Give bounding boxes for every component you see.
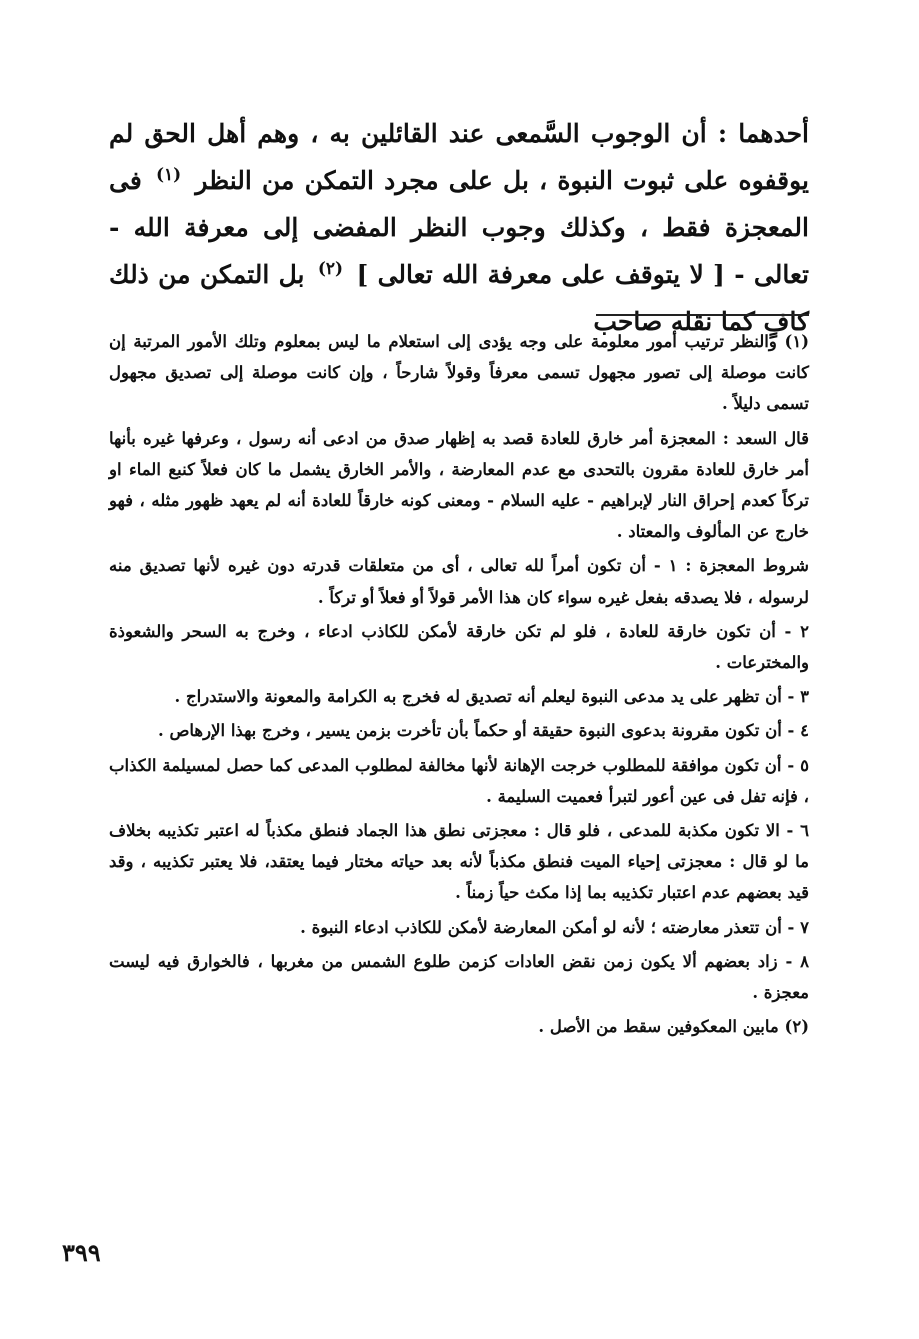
footnote-ref-2: (٢) [317, 258, 344, 279]
condition-4: ٤ - أن تكون مقرونة بدعوى النبوة حقيقة أو حكماً بأن تأخرت بزمن يسير ، وخرج بهذا الإرهاص . [157, 721, 809, 741]
condition-1: ١ - أن تكون أمراً لله تعالى ، أى من متعلقات قدرته دون غيره لأنها تصديق منه لرسوله ، فلا يصدقه بفعل غيره سواء كان هذا الأمر قولاً أو فعلاً أو تركاً . [109, 556, 809, 607]
footnote-2: (٢) مابين المعكوفين سقط من الأصل . [538, 1017, 809, 1037]
main-text-part1: أحدهما : أن الوجوب السَّمعى عند القائلين به ، وهم أهل الحق لم يوقفوه على ثبوت النبوة ، بل على مجرد التمكن من النظر [109, 119, 809, 195]
condition-5: ٥ - أن تكون موافقة للمطلوب خرجت الإهانة لأنها مخالفة لمطلوب المدعى كما حصل لمسيلمة الكذاب ، فإنه تفل فى عين أعور لتبرأ فعميت السليمة . [109, 755, 809, 806]
footnote-conditions [109, 550, 809, 612]
footnote-ref-1: (١) [155, 164, 182, 185]
saad-text: المعجزة أمر خارق للعادة قصد به إظهار صدق من ادعى أنه رسول ، وعرفها غيره بأنها أمر خارق للعادة مقرون بالتحدى مع عدم المعارضة ، والأمر الخارق يشمل ما كان فعلاً كنبع الماء او تركاً كعدم إحراق النار لإبراهيم - عليه السلام - ومعنى كونه خارقاً للعادة أنه لم يعهد ظهور مثله ، فهو خارج عن المألوف والمعتاد . [109, 428, 809, 542]
page-number: ٣٩٩ [62, 1238, 101, 1267]
condition-2: ٢ - أن تكون خارقة للعادة ، فلو لم تكن خارقة لأمكن للكاذب ادعاء ، وخرج به السحر والشعوذة والمخترعات . [109, 621, 809, 673]
main-text [109, 110, 809, 345]
footnote-1-intro: (١) والنظر ترتيب أمور معلومة على وجه يؤدى إلى استعلام ما ليس بمعلوم وتلك الأمور المرتبة إن كانت موصلة إلى تصور مجهول تسمى معرفاً وقولاً شارحاً ، وإن كانت موصلة إلى تصديق مجهول تسمى دليلاً . [109, 332, 809, 414]
condition-3: ٣ - أن تظهر على يد مدعى النبوة ليعلم أنه تصديق له فخرج به الكرامة والمعونة والاستدراج . [174, 687, 809, 707]
condition-7: ٧ - أن تتعذر معارضته ؛ لأنه لو أمكن المعارضة لأمكن للكاذب ادعاء النبوة . [300, 917, 809, 937]
footnote-saad [109, 423, 809, 548]
footnote-separator [596, 314, 809, 316]
main-paragraph [109, 110, 809, 345]
main-text-part3: بل التمكن من ذلك كافٍ كما نقله صاحب [109, 260, 809, 336]
condition-6: ٦ - الا تكون مكذبة للمدعى ، فلو قال : معجزتى نطق هذا الجماد فنطق مكذباً له اعتبر تكذيبه بخلاف ما لو قال : معجزتى إحياء الميت فنطق مكذباً لأنه بعد حياته مختار فيما يعتقد، فلا يعتبر تكذيبه ، وقد قيد بعضهم عدم اعتبار تكذيبه بما إذا مكث حياً زمناً . [109, 821, 809, 903]
condition-8: ٨ - زاد بعضهم ألا يكون زمن نقض العادات كزمن طلوع الشمس من مغربها ، فالخوارق فيه ليست معجزة . [109, 951, 809, 1003]
footnotes [109, 326, 809, 1045]
main-text-part2: فى المعجزة فقط ، وكذلك وجوب النظر المفضى إلى معرفة الله - تعالى - [ لا يتوقف على معرفة الله تعالى ] [109, 166, 809, 289]
saad-lead: قال السعد : [722, 428, 809, 448]
conditions-lead: شروط المعجزة : [685, 556, 810, 576]
